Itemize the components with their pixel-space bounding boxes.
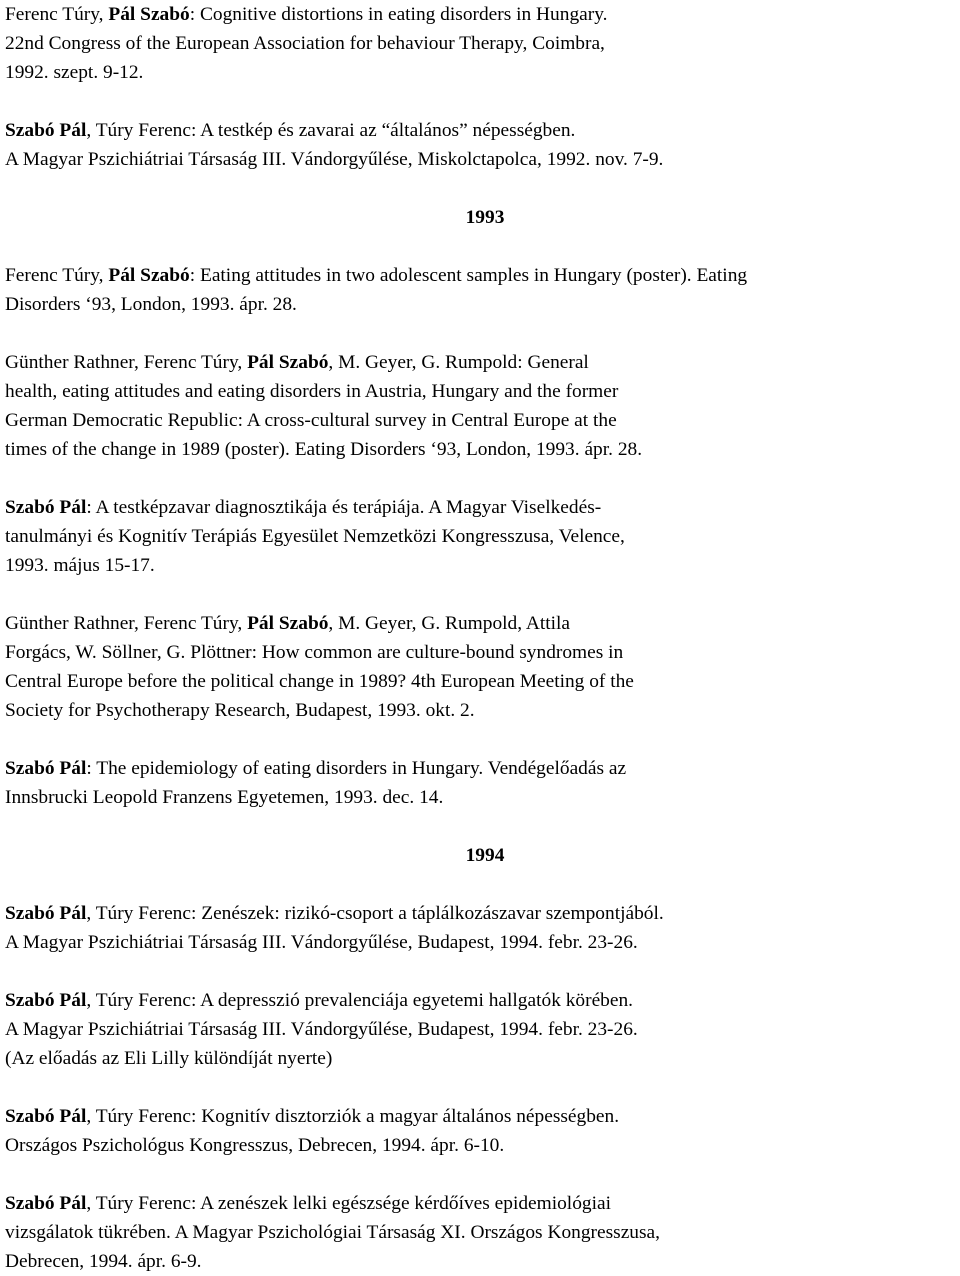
- reference-text: Országos Pszichológus Kongresszus, Debrecen, 1994. ápr. 6-10.: [5, 1135, 505, 1156]
- reference-text: , Túry Ferenc: A zenészek lelki egészsége kérdőíves epidemiológiai: [86, 1193, 611, 1214]
- year-heading: 1993: [465, 207, 505, 228]
- reference-entry: [5, 754, 955, 812]
- reference-line: [5, 638, 955, 667]
- reference-text: : Eating attitudes in two adolescent samples in Hungary (poster). Eating: [189, 265, 748, 286]
- reference-text: Society for Psychotherapy Research, Budapest, 1993. okt. 2.: [5, 700, 475, 721]
- reference-text: Forgács, W. Söllner, G. Plöttner: How common are culture-bound syndromes in: [5, 642, 624, 663]
- reference-text: : Cognitive distortions in eating disorders in Hungary.: [189, 4, 608, 25]
- reference-text: , Túry Ferenc: A depresszió prevalenciája egyetemi hallgatók körében.: [86, 990, 634, 1011]
- reference-line: [5, 29, 955, 58]
- reference-line: [5, 783, 955, 812]
- reference-text: times of the change in 1989 (poster). Eating Disorders ‘93, London, 1993. ápr. 28.: [5, 439, 643, 460]
- reference-entry: [5, 493, 955, 580]
- reference-line: [5, 986, 955, 1015]
- reference-text: Günther Rathner, Ferenc Túry,: [5, 613, 248, 634]
- reference-entry: [5, 609, 955, 725]
- reference-line: [5, 290, 955, 319]
- reference-line: [5, 522, 955, 551]
- reference-text: , M. Geyer, G. Rumpold, Attila: [328, 613, 571, 634]
- author-highlight: Szabó Pál: [5, 1193, 87, 1214]
- reference-text: Ferenc Túry,: [5, 4, 109, 25]
- reference-text: Central Europe before the political change in 1989? 4th European Meeting of the: [5, 671, 634, 692]
- reference-line: [5, 1044, 955, 1073]
- reference-entry: [5, 0, 955, 87]
- reference-line: [5, 1015, 955, 1044]
- reference-line: [5, 551, 955, 580]
- author-highlight: Szabó Pál: [5, 758, 87, 779]
- reference-text: Ferenc Túry,: [5, 265, 109, 286]
- reference-text: tanulmányi és Kognitív Terápiás Egyesület Nemzetközi Kongresszusa, Velence,: [5, 526, 625, 547]
- reference-entry: [5, 899, 955, 957]
- reference-line: [5, 1131, 955, 1160]
- reference-text: Debrecen, 1994. ápr. 6-9.: [5, 1251, 202, 1272]
- author-highlight: Pál Szabó: [108, 4, 190, 25]
- reference-line: [5, 261, 955, 290]
- reference-entry: [5, 348, 955, 464]
- reference-text: , Túry Ferenc: A testkép és zavarai az “általános” népességben.: [86, 120, 576, 141]
- reference-line: [5, 1218, 955, 1247]
- author-highlight: Szabó Pál: [5, 990, 87, 1011]
- reference-line: [5, 696, 955, 725]
- reference-line: [5, 406, 955, 435]
- reference-line: [5, 667, 955, 696]
- reference-text: Günther Rathner, Ferenc Túry,: [5, 352, 248, 373]
- year-heading: 1994: [465, 845, 505, 866]
- publication-list: [5, 0, 955, 1276]
- reference-line: [5, 377, 955, 406]
- reference-text: A Magyar Pszichiátriai Társaság III. Vándorgyűlése, Budapest, 1994. febr. 23-26.: [5, 1019, 638, 1040]
- reference-line: [5, 493, 955, 522]
- reference-line: [5, 928, 955, 957]
- reference-line: [5, 348, 955, 377]
- reference-text: 1992. szept. 9-12.: [5, 62, 144, 83]
- reference-line: [5, 1247, 955, 1276]
- reference-line: [5, 58, 955, 87]
- reference-text: 22nd Congress of the European Association for behaviour Therapy, Coimbra,: [5, 33, 605, 54]
- reference-line: [5, 0, 955, 29]
- reference-text: vizsgálatok tükrében. A Magyar Pszichológiai Társaság XI. Országos Kongresszusa,: [5, 1222, 660, 1243]
- reference-line: [5, 145, 955, 174]
- reference-text: Innsbrucki Leopold Franzens Egyetemen, 1993. dec. 14.: [5, 787, 444, 808]
- reference-text: 1993. május 15-17.: [5, 555, 155, 576]
- author-highlight: Pál Szabó: [108, 265, 190, 286]
- reference-entry: [5, 1189, 955, 1276]
- reference-text: (Az előadás az Eli Lilly különdíját nyerte): [5, 1048, 333, 1069]
- author-highlight: Szabó Pál: [5, 1106, 87, 1127]
- reference-entry: [5, 1102, 955, 1160]
- reference-text: : A testképzavar diagnosztikája és terápiája. A Magyar Viselkedés-: [86, 497, 602, 518]
- reference-text: , M. Geyer, G. Rumpold: General: [328, 352, 589, 373]
- author-highlight: Szabó Pál: [5, 903, 87, 924]
- reference-text: A Magyar Pszichiátriai Társaság III. Vándorgyűlése, Budapest, 1994. febr. 23-26.: [5, 932, 638, 953]
- author-highlight: Pál Szabó: [247, 352, 329, 373]
- reference-entry: [5, 986, 955, 1073]
- reference-line: [5, 1102, 955, 1131]
- reference-line: [5, 899, 955, 928]
- reference-line: [5, 435, 955, 464]
- reference-line: [5, 609, 955, 638]
- reference-text: , Túry Ferenc: Zenészek: rizikó-csoport a táplálkozászavar szempontjából.: [86, 903, 664, 924]
- reference-text: : The epidemiology of eating disorders in Hungary. Vendégelőadás az: [86, 758, 627, 779]
- reference-text: German Democratic Republic: A cross-cultural survey in Central Europe at the: [5, 410, 617, 431]
- reference-text: health, eating attitudes and eating disorders in Austria, Hungary and the former: [5, 381, 619, 402]
- reference-text: , Túry Ferenc: Kognitív disztorziók a magyar általános népességben.: [86, 1106, 620, 1127]
- reference-text: Disorders ‘93, London, 1993. ápr. 28.: [5, 294, 297, 315]
- author-highlight: Pál Szabó: [247, 613, 329, 634]
- reference-line: [5, 1189, 955, 1218]
- author-highlight: Szabó Pál: [5, 120, 87, 141]
- reference-entry: [5, 116, 955, 174]
- reference-line: [5, 116, 955, 145]
- reference-line: [5, 754, 955, 783]
- reference-entry: [5, 261, 955, 319]
- author-highlight: Szabó Pál: [5, 497, 87, 518]
- reference-text: A Magyar Pszichiátriai Társaság III. Vándorgyűlése, Miskolctapolca, 1992. nov. 7-9.: [5, 149, 664, 170]
